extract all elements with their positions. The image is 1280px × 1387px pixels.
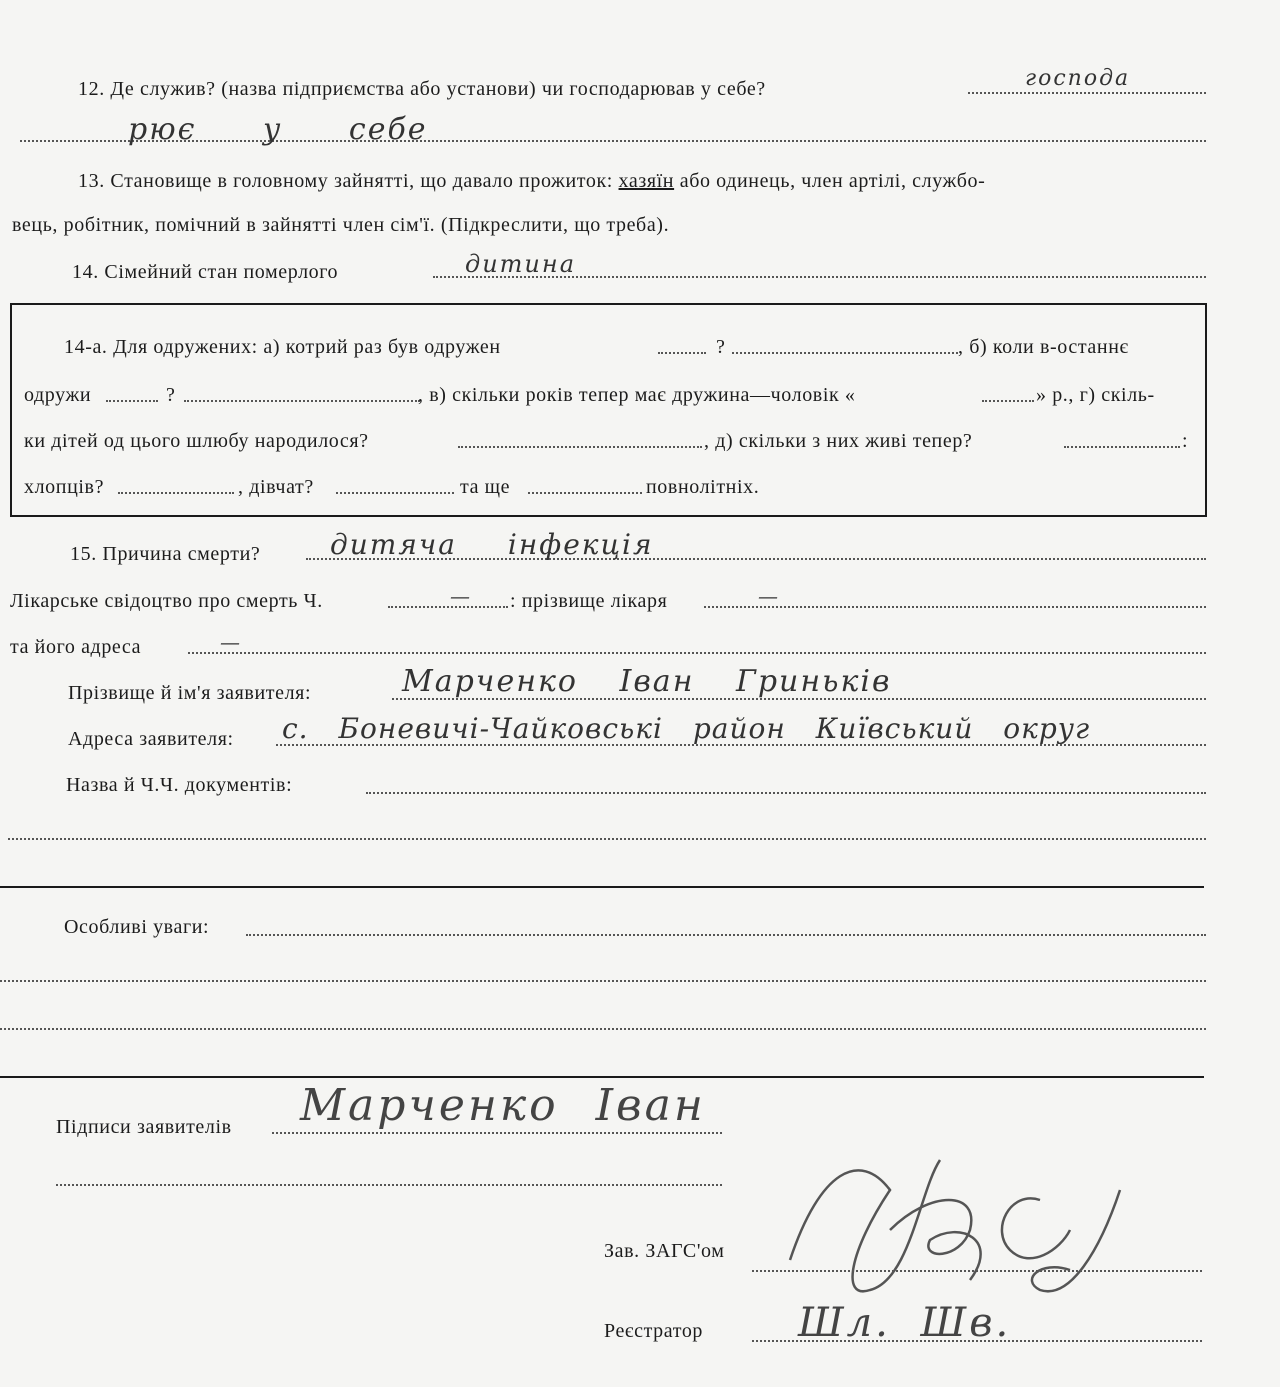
certificate-label: Лікарське свідоцтво про смерть Ч. bbox=[10, 590, 323, 612]
q14a-line4a: хлопців? bbox=[24, 476, 105, 498]
doctor-address-label: та його адреса bbox=[10, 636, 142, 658]
q12-answer-1: господа bbox=[1025, 66, 1131, 91]
q14-answer: дитина bbox=[465, 250, 576, 278]
q14a-line2d: » р., г) скіль- bbox=[1036, 384, 1155, 406]
applicant-signature-dots bbox=[272, 1132, 722, 1134]
q14a-line2c: , в) скільки років тепер має дружина—чоловік « bbox=[418, 384, 856, 406]
remarks-dots-1 bbox=[246, 934, 1206, 936]
q15-label: 15. Причина смерти? bbox=[70, 543, 261, 565]
q14a-dots-4 bbox=[184, 400, 420, 402]
q14a-dots-1 bbox=[658, 352, 706, 354]
doctor-address-dots bbox=[188, 652, 1206, 654]
applicant-name-label: Прізвище й ім'я заявителя: bbox=[68, 682, 312, 704]
q14-label: 14. Сімейний стан померлого bbox=[72, 261, 339, 283]
q13-line2: вець, робітник, помічний в зайнятті член сім'ї. (Підкреслити, що треба). bbox=[12, 214, 670, 236]
q14a-dots-7 bbox=[1064, 446, 1180, 448]
q14a-dots-6 bbox=[458, 446, 702, 448]
q14a-line1b: ? bbox=[716, 336, 726, 358]
q14a-line1c: , б) коли в-останнє bbox=[958, 336, 1129, 358]
q14a-line3a: ки дітей од цього шлюбу народилося? bbox=[24, 430, 369, 452]
q14a-dots-8 bbox=[118, 492, 234, 494]
q14a-line3c: : bbox=[1182, 430, 1189, 452]
doctor-label: : прізвище лікаря bbox=[510, 590, 668, 612]
q14a-dots-3 bbox=[106, 400, 158, 402]
q12-label: 12. Де служив? (назва підприємства або установи) чи господарював у себе? bbox=[78, 78, 766, 100]
q14a-dots-9 bbox=[336, 492, 454, 494]
applicant-address-label: Адреса заявителя: bbox=[68, 728, 234, 750]
remarks-dots-2 bbox=[0, 980, 1206, 982]
doctor-value: — bbox=[758, 584, 780, 608]
registrar-signature-value: Шл. Шв. bbox=[798, 1300, 1012, 1346]
documents-label: Назва й Ч.Ч. документів: bbox=[66, 774, 293, 796]
q14a-line4d: повнолітніх. bbox=[646, 476, 760, 498]
q14a-line4b: , дівчат? bbox=[238, 476, 314, 498]
section-divider-1 bbox=[0, 886, 1204, 888]
remarks-dots-3 bbox=[0, 1028, 1206, 1030]
documents-dots-2 bbox=[8, 838, 1206, 840]
documents-dots bbox=[366, 792, 1206, 794]
q12-answer-2: рює у себе bbox=[128, 112, 428, 147]
certificate-dots bbox=[388, 606, 508, 608]
q14a-line3b: , д) скільки з них живі тепер? bbox=[704, 430, 973, 452]
head-label: Зав. ЗАГС'ом bbox=[604, 1240, 725, 1262]
q14a-dots-5 bbox=[982, 400, 1034, 402]
q13-underlined-choice: хазяїн bbox=[618, 170, 675, 192]
q14a-dots-10 bbox=[528, 492, 642, 494]
doctor-address-value: — bbox=[220, 630, 242, 654]
remarks-label: Особливі уваги: bbox=[64, 916, 210, 938]
certificate-value: — bbox=[450, 584, 472, 608]
q13-line1: 13. Становище в головному зайнятті, що давало прожиток: хазяїн або одинець, член артілі, службо- bbox=[78, 170, 986, 192]
applicant-name-value: Марченко Іван Гриньків bbox=[402, 664, 892, 699]
applicant-signature-value: Марченко Іван bbox=[300, 1080, 706, 1131]
q14a-line2a: одружи bbox=[24, 384, 92, 406]
applicant-address-value: с. Боневичі-Чайковські район Київський округ bbox=[282, 712, 1091, 745]
applicant-signature-dots-2 bbox=[56, 1184, 722, 1186]
q14a-dots-2 bbox=[732, 352, 958, 354]
q12-dots bbox=[968, 92, 1206, 94]
section-divider-2 bbox=[0, 1076, 1204, 1078]
q14a-line1a: 14-а. Для одружених: а) котрий раз був одружен bbox=[64, 336, 501, 358]
applicant-signature-label: Підписи заявителів bbox=[56, 1116, 232, 1138]
q14a-line4c: та ще bbox=[460, 476, 511, 498]
registrar-label: Реєстратор bbox=[604, 1320, 704, 1342]
q14a-line2b: ? bbox=[166, 384, 176, 406]
q15-answer: дитяча інфекція bbox=[330, 528, 654, 561]
